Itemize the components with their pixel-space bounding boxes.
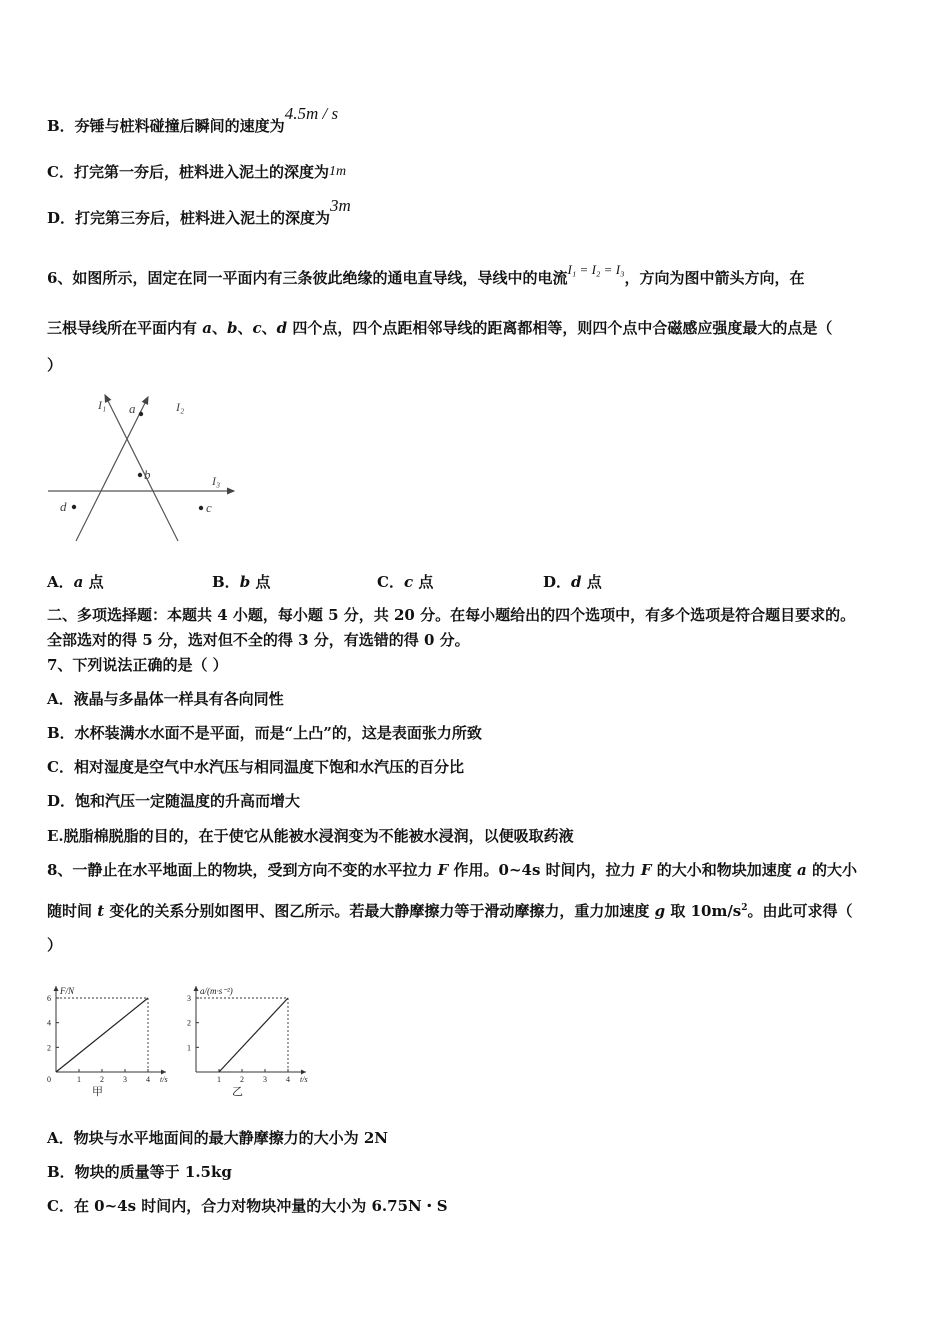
chart-yi-y-arrow bbox=[194, 986, 199, 991]
q8-text-d: 的大小 bbox=[806, 861, 857, 879]
q6-sep2: 、 bbox=[237, 319, 253, 337]
chart-yi-y-tick-label: 2 bbox=[187, 1018, 191, 1028]
q5-option-d bbox=[47, 196, 351, 228]
chart-yi-x-label: t/s bbox=[300, 1075, 308, 1084]
chart-yi-x-tick-label: 2 bbox=[240, 1075, 244, 1084]
section2-heading-line1: 二、多项选择题：本题共 4 小题，每小题 5 分，共 20 分。在每小题给出的四个选项中，有多个选项是符合题目要求的。 bbox=[47, 606, 856, 624]
q6-option-c-suffix: 点 bbox=[413, 573, 434, 591]
chart-jia-x-tick-label: 4 bbox=[146, 1075, 150, 1084]
q6-stem-text-b: ，方向为图中箭头方向，在 bbox=[624, 269, 805, 287]
chart-jia-x-tick-label: 3 bbox=[123, 1075, 127, 1084]
q6-var-b: b bbox=[226, 319, 238, 337]
chart-jia-x-arrow bbox=[161, 1070, 166, 1075]
label-i1: I₁ bbox=[98, 398, 107, 412]
q6-stem-text-c: 三根导线所在平面内有 bbox=[47, 319, 203, 337]
q6-option-b-var: b bbox=[239, 573, 251, 591]
q6-var-d: d bbox=[276, 319, 288, 337]
q7-option-d: D．饱和汽压一定随温度的升高而增大 bbox=[47, 792, 301, 810]
q8-option-b: B．物块的质量等于 1.5kg bbox=[47, 1163, 232, 1181]
chart-yi-x-arrow bbox=[301, 1070, 306, 1075]
q6-option-d-label: D． bbox=[543, 573, 572, 591]
chart-yi-title: 乙 bbox=[232, 1086, 243, 1098]
q5-option-b bbox=[47, 104, 339, 136]
section2-heading-line2: 全部选对的得 5 分，选对但不全的得 3 分，有选错的得 0 分。 bbox=[47, 631, 470, 649]
chart-yi-y-tick-label: 3 bbox=[187, 994, 191, 1003]
label-point-a: a bbox=[129, 401, 136, 416]
point-b bbox=[138, 473, 142, 477]
q5-option-c-text: C．打完第一夯后，桩料进入泥土的深度为 bbox=[47, 163, 329, 181]
q6-option-d-suffix: 点 bbox=[581, 573, 602, 591]
q8-text-g: 取 10m/s bbox=[665, 902, 742, 920]
q6-stem-line3: ） bbox=[47, 356, 63, 374]
label-point-b: b bbox=[144, 467, 151, 482]
chart-a-vs-t bbox=[180, 975, 320, 1100]
chart-jia-x-tick-label: 1 bbox=[77, 1075, 81, 1084]
chart-jia-x-label: t/s bbox=[160, 1075, 168, 1084]
q8-stem-line1 bbox=[47, 860, 857, 880]
q6-var-c: c bbox=[252, 319, 262, 337]
q5-option-d-value: 3m bbox=[330, 196, 351, 215]
q6-option-a-suffix: 点 bbox=[83, 573, 104, 591]
q8-text-c: 的大小和物块加速度 bbox=[651, 861, 797, 879]
q8-superscript: 2 bbox=[741, 903, 748, 913]
q6-option-b-label: B． bbox=[212, 573, 240, 591]
q8-option-a: A．物块与水平地面间的最大静摩擦力的大小为 2N bbox=[47, 1129, 389, 1147]
chart-yi-y-tick-label: 1 bbox=[187, 1043, 191, 1053]
label-point-c: c bbox=[206, 500, 212, 515]
q7-option-c: C．相对湿度是空气中水汽压与相同温度下饱和水汽压的百分比 bbox=[47, 758, 464, 776]
chart-jia-x-tick-label: 2 bbox=[100, 1075, 104, 1084]
point-d bbox=[72, 505, 76, 509]
q8-var-f1: F bbox=[437, 861, 449, 879]
chart-jia-y-arrow bbox=[54, 986, 59, 991]
q7-stem: 7、下列说法正确的是（ ） bbox=[47, 656, 228, 674]
q6-option-c-label: C． bbox=[377, 573, 404, 591]
q8-text-b: 作用。0~4s 时间内，拉力 bbox=[448, 861, 641, 879]
q8-var-f2: F bbox=[640, 861, 652, 879]
q6-option-d bbox=[543, 571, 602, 592]
q8-stem-line2 bbox=[47, 898, 853, 921]
q7-option-e: E.脱脂棉脱脂的目的，在于使它从能被水浸润变为不能被水浸润，以便吸取药液 bbox=[47, 827, 574, 845]
q6-option-d-var: d bbox=[571, 573, 582, 591]
q8-text-h: 。由此可求得（ bbox=[747, 902, 853, 920]
chart-yi-series-line bbox=[219, 998, 288, 1072]
q6-current-equation: I₁ = I₂ = I₃ bbox=[567, 262, 625, 277]
q8-text-e: 随时间 bbox=[47, 902, 98, 920]
q6-stem-text-d: 四个点，四个点距相邻导线的距离都相等，则四个点中合磁感应强度最大的点是（ bbox=[287, 319, 833, 337]
q6-option-a-var: a bbox=[73, 573, 84, 591]
wire-i2 bbox=[76, 397, 148, 541]
point-a bbox=[139, 412, 143, 416]
chart-jia-title: 甲 bbox=[92, 1086, 103, 1098]
chart-f-vs-t bbox=[40, 975, 180, 1100]
q6-sep3: 、 bbox=[261, 319, 277, 337]
label-i2: I₂ bbox=[176, 400, 185, 414]
chart-yi-y-label: a/(m·s⁻²) bbox=[200, 986, 233, 996]
q8-var-a: a bbox=[797, 861, 807, 879]
wire-i1 bbox=[105, 395, 178, 541]
chart-yi-x-tick-label: 4 bbox=[286, 1075, 290, 1084]
q6-stem-line1 bbox=[47, 262, 805, 289]
q6-option-b bbox=[212, 571, 270, 592]
q5-option-d-text: D．打完第三夯后，桩料进入泥土的深度为 bbox=[47, 209, 331, 227]
q8-var-g: g bbox=[654, 902, 666, 920]
label-i3: I₃ bbox=[212, 474, 221, 488]
chart-jia-y-label: F/N bbox=[60, 986, 75, 996]
q6-stem-line2 bbox=[47, 318, 832, 338]
q7-option-b: B．水杯装满水水面不是平面，而是“上凸”的，这是表面张力所致 bbox=[47, 724, 482, 742]
q8-stem-line3: ） bbox=[47, 936, 63, 954]
q8-option-c: C．在 0~4s 时间内，合力对物块冲量的大小为 6.75N・S bbox=[47, 1197, 448, 1215]
q8-var-t: t bbox=[97, 902, 105, 920]
q6-sep1: 、 bbox=[211, 319, 227, 337]
q5-option-b-value: 4.5m / s bbox=[284, 104, 339, 123]
chart-jia-series-line bbox=[56, 998, 148, 1072]
q6-wire-figure bbox=[40, 385, 250, 550]
q5-option-b-text: B．夯锤与桩料碰撞后瞬间的速度为 bbox=[47, 117, 285, 135]
q6-option-b-suffix: 点 bbox=[250, 573, 271, 591]
q8-text-f: 变化的关系分别如图甲、图乙所示。若最大静摩擦力等于滑动摩擦力，重力加速度 bbox=[104, 902, 655, 920]
chart-jia-y-tick-label: 4 bbox=[47, 1018, 51, 1028]
q6-option-c bbox=[377, 571, 433, 592]
chart-yi-x-tick-label: 1 bbox=[217, 1075, 221, 1084]
q6-option-a bbox=[47, 571, 104, 592]
q6-option-a-label: A． bbox=[47, 573, 74, 591]
q5-option-c bbox=[47, 162, 346, 184]
q6-stem-text: 6、如图所示，固定在同一平面内有三条彼此绝缘的通电直导线，导线中的电流 bbox=[47, 269, 568, 287]
q8-text-a: 8、一静止在水平地面上的物块，受到方向不变的水平拉力 bbox=[47, 861, 438, 879]
chart-jia-y-tick-label: 2 bbox=[47, 1043, 51, 1053]
point-c bbox=[199, 506, 203, 510]
chart-yi-x-tick-label: 3 bbox=[263, 1075, 267, 1084]
chart-jia-x-tick-label: 0 bbox=[47, 1075, 51, 1084]
q6-var-a: a bbox=[202, 319, 212, 337]
q5-option-c-value: 1m bbox=[328, 164, 347, 179]
q7-option-a: A．液晶与多晶体一样具有各向同性 bbox=[47, 690, 284, 708]
label-point-d: d bbox=[60, 499, 67, 514]
q6-option-c-var: c bbox=[403, 573, 414, 591]
chart-jia-y-tick-label: 6 bbox=[47, 994, 51, 1003]
